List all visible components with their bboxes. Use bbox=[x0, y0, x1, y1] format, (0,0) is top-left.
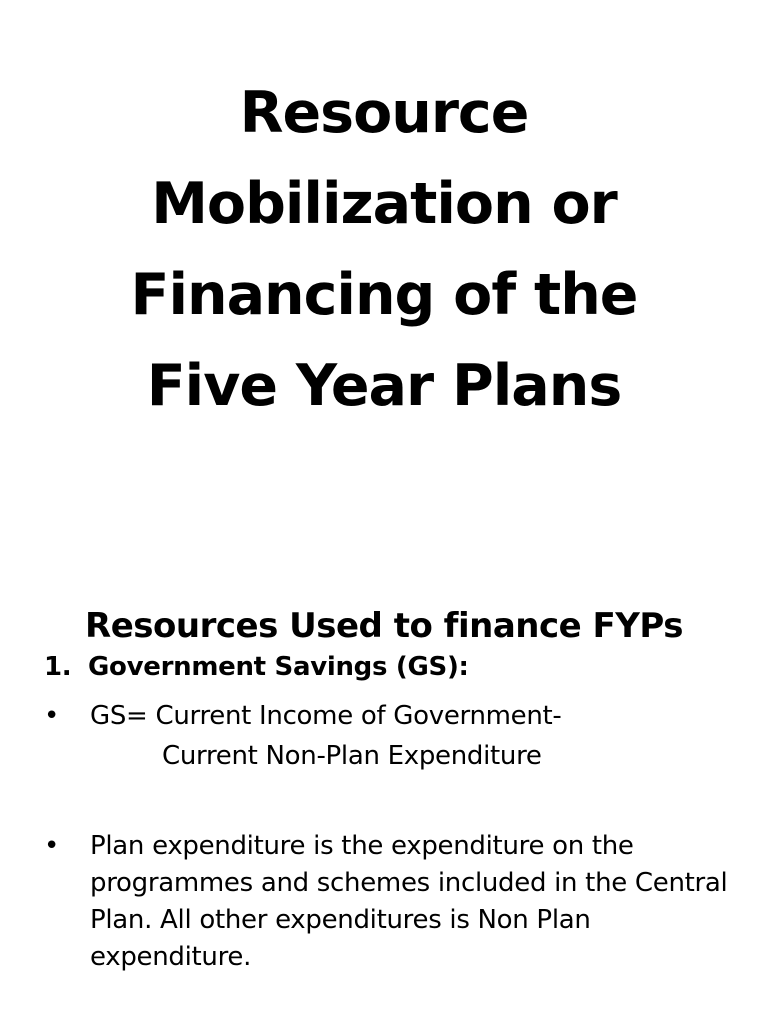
bullet-marker: • bbox=[44, 831, 60, 861]
content-slide bbox=[0, 512, 768, 1024]
title-line-2: Mobilization or bbox=[151, 171, 617, 237]
bullet-continuation: Current Non-Plan Expenditure bbox=[162, 741, 542, 771]
title-line-4: Five Year Plans bbox=[146, 353, 622, 419]
title-line-3: Financing of the bbox=[130, 262, 638, 328]
numbered-item bbox=[44, 650, 469, 684]
bullet-marker: • bbox=[44, 701, 60, 731]
slide-title bbox=[40, 68, 728, 432]
item-label: Government Savings (GS): bbox=[88, 652, 469, 682]
bullet-text: GS= Current Income of Government- bbox=[90, 701, 562, 731]
bullet-text: Plan expenditure is the expenditure on the programmes and schemes included in the Central Plan. All other expenditures is Non Plan expenditure. bbox=[90, 831, 728, 972]
item-number: 1. bbox=[44, 652, 72, 682]
title-line-1: Resource bbox=[239, 80, 529, 146]
slide-heading: Resources Used to finance FYPs bbox=[85, 606, 683, 646]
